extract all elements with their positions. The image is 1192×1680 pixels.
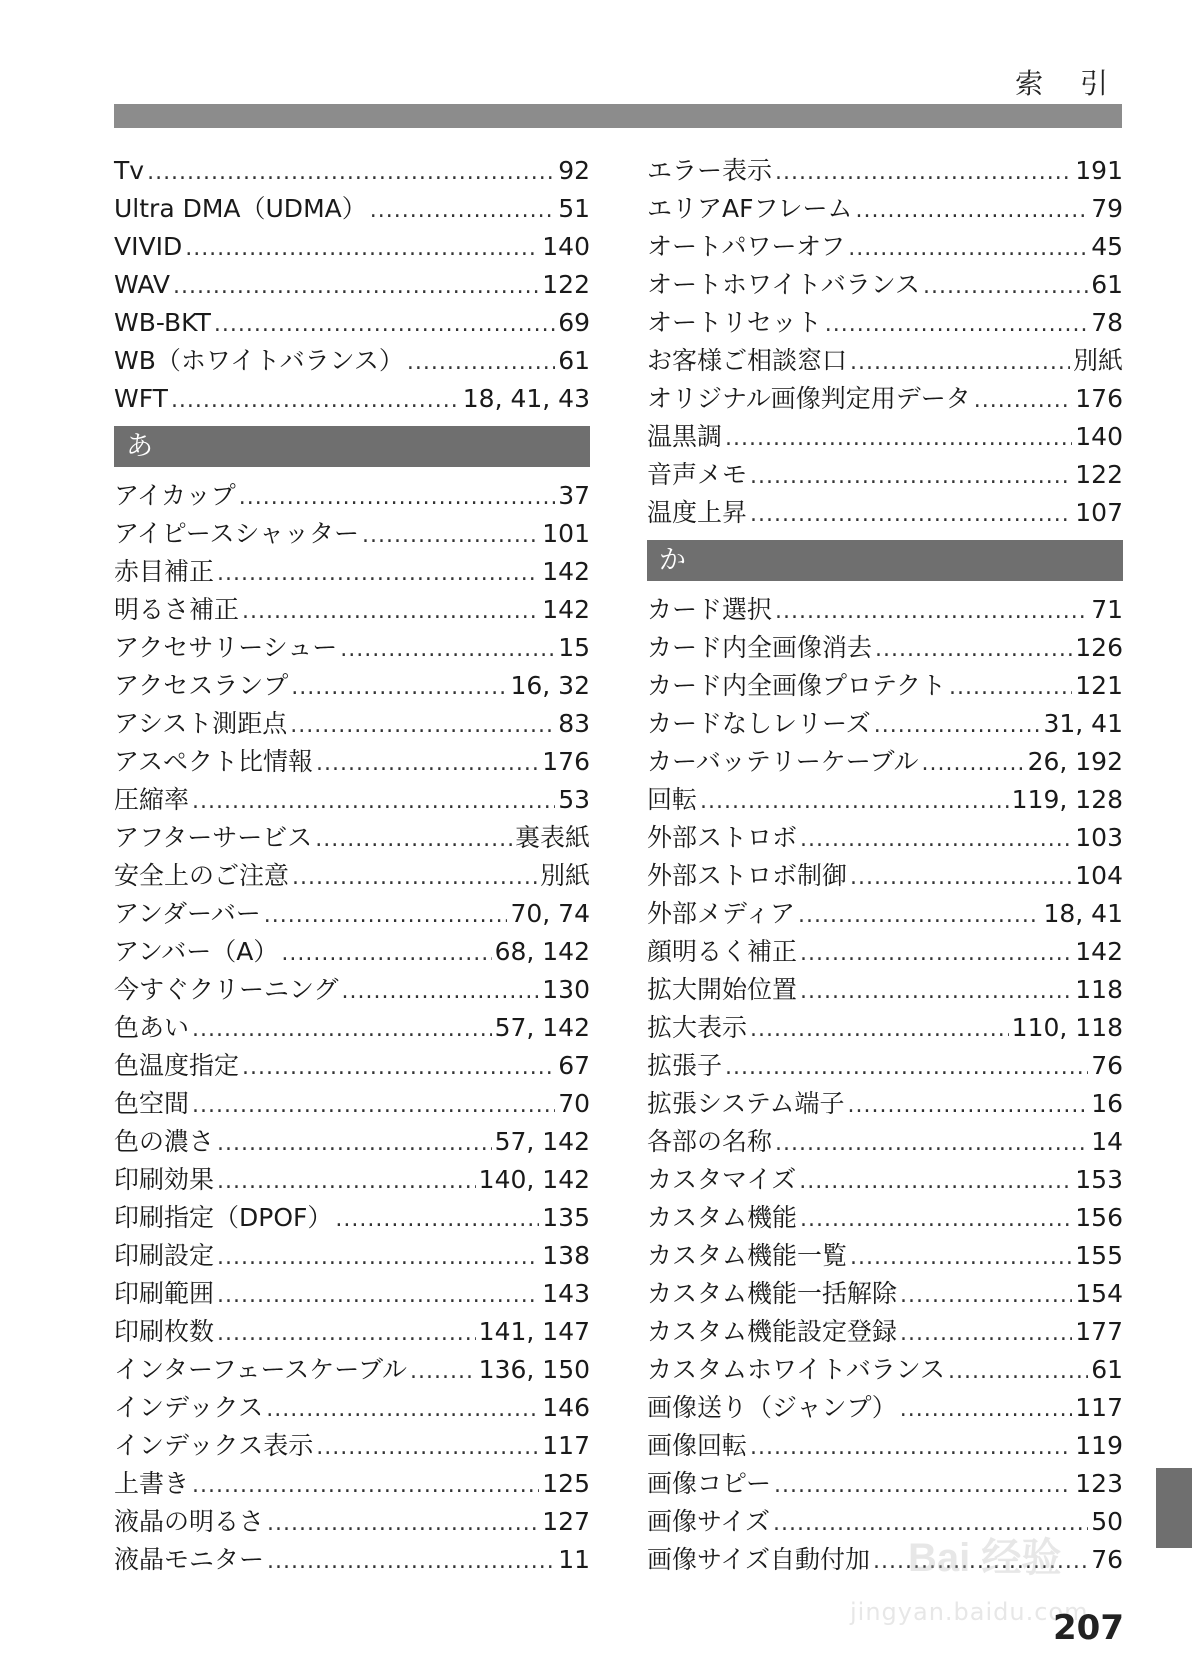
index-page-ref: 76 bbox=[1091, 1051, 1123, 1080]
index-term: 色空間 bbox=[114, 1089, 190, 1118]
index-entry bbox=[114, 1161, 590, 1199]
index-page-ref: 142 bbox=[542, 595, 590, 624]
dot-leader bbox=[147, 154, 555, 192]
index-entry bbox=[114, 1123, 590, 1161]
index-page-ref: 71 bbox=[1091, 595, 1123, 624]
index-page-ref: 177 bbox=[1075, 1317, 1123, 1346]
dot-leader bbox=[242, 1049, 555, 1087]
index-entry bbox=[647, 1009, 1123, 1047]
index-term: 拡大表示 bbox=[647, 1013, 748, 1042]
index-entry bbox=[647, 418, 1123, 456]
dot-leader bbox=[217, 1277, 539, 1315]
index-term: Tv bbox=[114, 156, 145, 185]
index-page-ref: 57, 142 bbox=[494, 1127, 590, 1156]
index-entry bbox=[114, 1237, 590, 1275]
index-term: アクセサリーシュー bbox=[114, 633, 338, 662]
dot-leader bbox=[192, 1011, 492, 1049]
index-page-ref: 140 bbox=[1075, 422, 1123, 451]
index-term: アンダーバー bbox=[114, 899, 261, 928]
index-page-ref: 146 bbox=[542, 1393, 590, 1422]
index-entry bbox=[114, 304, 590, 342]
index-page-ref: 119, 128 bbox=[1011, 785, 1123, 814]
index-page-ref: 123 bbox=[1075, 1469, 1123, 1498]
index-page-ref: 69 bbox=[558, 308, 590, 337]
dot-leader bbox=[775, 1125, 1088, 1163]
index-page-ref: 138 bbox=[542, 1241, 590, 1270]
index-page-ref: 136, 150 bbox=[478, 1355, 590, 1384]
index-page-ref: 135 bbox=[542, 1203, 590, 1232]
dot-leader bbox=[848, 1087, 1089, 1125]
index-page-ref: 125 bbox=[542, 1469, 590, 1498]
dot-leader bbox=[850, 1239, 1072, 1277]
index-page-ref: 130 bbox=[542, 975, 590, 1004]
dot-leader bbox=[281, 935, 491, 973]
index-page-ref: 70, 74 bbox=[510, 899, 590, 928]
dot-leader bbox=[775, 154, 1072, 192]
index-entry bbox=[114, 1009, 590, 1047]
dot-leader bbox=[335, 1201, 539, 1239]
dot-leader bbox=[850, 859, 1072, 897]
index-page-ref: 31, 41 bbox=[1043, 709, 1123, 738]
index-entry bbox=[114, 743, 590, 781]
dot-leader bbox=[725, 420, 1072, 458]
index-page-ref: 51 bbox=[558, 194, 590, 223]
index-term: 外部ストロボ bbox=[647, 823, 798, 852]
dot-leader bbox=[217, 1163, 476, 1201]
index-entry bbox=[647, 1237, 1123, 1275]
index-term: 印刷設定 bbox=[114, 1241, 215, 1270]
dot-leader bbox=[774, 1467, 1072, 1505]
index-term: WAV bbox=[114, 270, 170, 299]
dot-leader bbox=[171, 382, 460, 420]
index-page-ref: 142 bbox=[1075, 937, 1123, 966]
index-term: アイカップ bbox=[114, 481, 236, 510]
index-term: 拡張システム端子 bbox=[647, 1089, 845, 1118]
index-page-ref: 76 bbox=[1091, 1545, 1123, 1574]
index-entry bbox=[114, 515, 590, 553]
index-term: 印刷効果 bbox=[114, 1165, 215, 1194]
index-entry bbox=[114, 667, 590, 705]
dot-leader bbox=[800, 821, 1072, 859]
dot-leader bbox=[800, 973, 1072, 1011]
index-term: カスタム機能設定登録 bbox=[647, 1317, 898, 1346]
index-page-ref: 104 bbox=[1075, 861, 1123, 890]
dot-leader bbox=[750, 1011, 1009, 1049]
index-entry bbox=[114, 190, 590, 228]
index-term: 顔明るく補正 bbox=[647, 937, 798, 966]
index-entry bbox=[647, 1047, 1123, 1085]
index-entry bbox=[647, 1161, 1123, 1199]
index-entry bbox=[647, 494, 1123, 532]
index-page-ref: 143 bbox=[542, 1279, 590, 1308]
index-entry bbox=[647, 190, 1123, 228]
index-page-ref: 11 bbox=[558, 1545, 590, 1574]
dot-leader bbox=[192, 783, 555, 821]
dot-leader bbox=[900, 1315, 1072, 1353]
dot-leader bbox=[315, 821, 512, 859]
dot-leader bbox=[775, 593, 1088, 631]
index-page-ref: 107 bbox=[1075, 498, 1123, 527]
index-page-ref: 118 bbox=[1075, 975, 1123, 1004]
index-page-ref: 16, 32 bbox=[510, 671, 590, 700]
dot-leader bbox=[316, 745, 539, 783]
dot-leader bbox=[855, 192, 1088, 230]
index-term: 外部メディア bbox=[647, 899, 796, 928]
dot-leader bbox=[949, 669, 1072, 707]
index-entry bbox=[647, 456, 1123, 494]
index-entry bbox=[647, 152, 1123, 190]
index-page-ref: 別紙 bbox=[539, 861, 590, 890]
index-entry bbox=[647, 1085, 1123, 1123]
index-list-a-continued bbox=[647, 152, 1123, 532]
dot-leader bbox=[974, 382, 1073, 420]
dot-leader bbox=[800, 1201, 1072, 1239]
index-term: 明るさ補正 bbox=[114, 595, 240, 624]
index-term: アイピースシャッター bbox=[114, 519, 360, 548]
index-term: WB（ホワイトバランス） bbox=[114, 346, 404, 375]
watermark-logo: Bai 经验 bbox=[908, 1536, 1062, 1580]
index-entry bbox=[114, 933, 590, 971]
index-page-ref: 101 bbox=[542, 519, 590, 548]
index-entry bbox=[114, 895, 590, 933]
dot-leader bbox=[799, 1163, 1072, 1201]
dot-leader bbox=[264, 897, 508, 935]
index-page-ref: 45 bbox=[1091, 232, 1123, 261]
dot-leader bbox=[217, 1315, 476, 1353]
dot-leader bbox=[340, 631, 555, 669]
index-entry bbox=[114, 1503, 590, 1541]
index-page-ref: 141, 147 bbox=[478, 1317, 590, 1346]
index-entry bbox=[647, 591, 1123, 629]
index-page-ref: 26, 192 bbox=[1027, 747, 1123, 776]
dot-leader bbox=[900, 1277, 1072, 1315]
section-heading-a: あ bbox=[114, 426, 590, 467]
index-term: アスペクト比情報 bbox=[114, 747, 314, 776]
dot-leader bbox=[239, 479, 555, 517]
index-page-ref: 別紙 bbox=[1072, 346, 1123, 375]
index-term: 画像コピー bbox=[647, 1469, 772, 1498]
dot-leader bbox=[362, 517, 539, 555]
dot-leader bbox=[217, 555, 539, 593]
index-page-ref: 79 bbox=[1091, 194, 1123, 223]
index-page-ref: 83 bbox=[558, 709, 590, 738]
index-entry bbox=[647, 304, 1123, 342]
page-header-title: 索 引 bbox=[1015, 67, 1122, 100]
index-page-ref: 176 bbox=[542, 747, 590, 776]
dot-leader bbox=[214, 306, 555, 344]
section-heading-ka: か bbox=[647, 540, 1123, 581]
index-term: 画像サイズ自動付加 bbox=[647, 1545, 871, 1574]
index-term: お客様ご相談窓口 bbox=[647, 346, 848, 375]
index-term: 拡大開始位置 bbox=[647, 975, 798, 1004]
index-term: WB-BKT bbox=[114, 308, 211, 337]
index-term: 安全上のご注意 bbox=[114, 861, 290, 890]
index-entry bbox=[647, 1351, 1123, 1389]
index-page-ref: 15 bbox=[558, 633, 590, 662]
index-entry bbox=[114, 1541, 590, 1579]
index-term: オリジナル画像判定用データ bbox=[647, 384, 971, 413]
index-term: 上書き bbox=[114, 1469, 190, 1498]
index-term: VIVID bbox=[114, 232, 183, 261]
index-entry bbox=[647, 1123, 1123, 1161]
index-page-ref: 61 bbox=[558, 346, 590, 375]
index-page-ref: 68, 142 bbox=[494, 937, 590, 966]
dot-leader bbox=[700, 783, 1009, 821]
index-page-ref: 67 bbox=[558, 1051, 590, 1080]
dot-leader bbox=[798, 897, 1040, 935]
index-term: カーバッテリーケーブル bbox=[647, 747, 919, 776]
index-entry bbox=[114, 1313, 590, 1351]
index-term: 今すぐクリーニング bbox=[114, 975, 339, 1004]
index-entry bbox=[647, 667, 1123, 705]
index-entry bbox=[647, 857, 1123, 895]
index-term: アシスト測距点 bbox=[114, 709, 288, 738]
index-term: 液晶モニター bbox=[114, 1545, 265, 1574]
index-page-ref: 37 bbox=[558, 481, 590, 510]
dot-leader bbox=[173, 268, 539, 306]
index-term: 印刷範囲 bbox=[114, 1279, 215, 1308]
dot-leader bbox=[316, 1429, 539, 1467]
index-page-ref: 103 bbox=[1075, 823, 1123, 852]
page-number: 207 bbox=[1053, 1608, 1124, 1648]
index-entry bbox=[114, 705, 590, 743]
index-page-ref: 153 bbox=[1075, 1165, 1123, 1194]
dot-leader bbox=[266, 1391, 539, 1429]
index-term: WFT bbox=[114, 384, 168, 413]
index-entry bbox=[114, 228, 590, 266]
index-term: カード選択 bbox=[647, 595, 773, 624]
dot-leader bbox=[267, 1543, 555, 1581]
index-entry bbox=[114, 629, 590, 667]
dot-leader bbox=[192, 1467, 539, 1505]
index-term: カスタマイズ bbox=[647, 1165, 797, 1194]
dot-leader bbox=[800, 935, 1072, 973]
index-term: オートリセット bbox=[647, 308, 822, 337]
index-page-ref: 121 bbox=[1075, 671, 1123, 700]
index-page-ref: 50 bbox=[1091, 1507, 1123, 1536]
index-entry bbox=[114, 1199, 590, 1237]
index-page-ref: 57, 142 bbox=[494, 1013, 590, 1042]
index-page-ref: 61 bbox=[1091, 1355, 1123, 1384]
dot-leader bbox=[290, 707, 555, 745]
index-page-ref: 18, 41 bbox=[1043, 899, 1123, 928]
dot-leader bbox=[900, 1391, 1073, 1429]
dot-leader bbox=[923, 268, 1088, 306]
index-entry bbox=[114, 477, 590, 515]
dot-leader bbox=[192, 1087, 555, 1125]
index-list-latin bbox=[114, 152, 590, 418]
index-entry bbox=[114, 819, 590, 857]
index-term: 印刷枚数 bbox=[114, 1317, 215, 1346]
index-page-ref: 155 bbox=[1075, 1241, 1123, 1270]
dot-leader bbox=[217, 1125, 492, 1163]
index-entry bbox=[647, 1313, 1123, 1351]
index-term: 色の濃さ bbox=[114, 1127, 215, 1156]
dot-leader bbox=[267, 1505, 539, 1543]
index-page-ref: 156 bbox=[1075, 1203, 1123, 1232]
dot-leader bbox=[342, 973, 540, 1011]
index-page-ref: 191 bbox=[1075, 156, 1123, 185]
index-entry bbox=[114, 342, 590, 380]
dot-leader bbox=[242, 593, 539, 631]
index-entry bbox=[647, 933, 1123, 971]
dot-leader bbox=[407, 344, 555, 382]
dot-leader bbox=[370, 192, 555, 230]
index-term: オートホワイトバランス bbox=[647, 270, 921, 299]
index-term: 色あい bbox=[114, 1013, 190, 1042]
index-term: カード内全画像プロテクト bbox=[647, 671, 947, 700]
index-entry bbox=[647, 819, 1123, 857]
index-page-ref: 119 bbox=[1075, 1431, 1123, 1460]
dot-leader bbox=[750, 458, 1072, 496]
index-entry bbox=[647, 971, 1123, 1009]
index-term: エラー表示 bbox=[647, 156, 773, 185]
index-entry bbox=[114, 1275, 590, 1313]
index-term: 画像サイズ bbox=[647, 1507, 771, 1536]
index-term: 拡張子 bbox=[647, 1051, 723, 1080]
index-page-ref: 110, 118 bbox=[1011, 1013, 1123, 1042]
index-term: 回転 bbox=[647, 785, 698, 814]
index-entry bbox=[114, 1085, 590, 1123]
index-page-ref: 122 bbox=[1075, 460, 1123, 489]
index-page-ref: 117 bbox=[542, 1431, 590, 1460]
dot-leader bbox=[750, 496, 1072, 534]
dot-leader bbox=[291, 669, 507, 707]
index-entry bbox=[647, 1275, 1123, 1313]
index-page-ref: 78 bbox=[1091, 308, 1123, 337]
dot-leader bbox=[874, 707, 1041, 745]
index-term: 液晶の明るさ bbox=[114, 1507, 265, 1536]
index-term: エリアAFフレーム bbox=[647, 194, 853, 223]
index-page-ref: 140, 142 bbox=[478, 1165, 590, 1194]
index-page-ref: 176 bbox=[1075, 384, 1123, 413]
index-term: アフターサービス bbox=[114, 823, 313, 852]
index-page-ref: 18, 41, 43 bbox=[462, 384, 590, 413]
watermark-url: jingyan.baidu.com bbox=[850, 1598, 1089, 1626]
index-term: インターフェースケーブル bbox=[114, 1355, 408, 1384]
dot-leader bbox=[875, 631, 1072, 669]
index-entry bbox=[647, 781, 1123, 819]
index-page-ref: 53 bbox=[558, 785, 590, 814]
index-entry bbox=[114, 1465, 590, 1503]
index-term: カスタム機能一覧 bbox=[647, 1241, 848, 1270]
index-page-ref: 140 bbox=[542, 232, 590, 261]
index-term: 画像送り（ジャンプ） bbox=[647, 1393, 897, 1422]
index-entry bbox=[114, 781, 590, 819]
index-entry bbox=[647, 743, 1123, 781]
index-entry bbox=[647, 1199, 1123, 1237]
index-page-ref: 61 bbox=[1091, 270, 1123, 299]
index-entry bbox=[114, 380, 590, 418]
dot-leader bbox=[725, 1049, 1088, 1087]
index-entry bbox=[647, 1465, 1123, 1503]
index-entry bbox=[114, 1389, 590, 1427]
index-entry bbox=[114, 553, 590, 591]
index-entry bbox=[114, 1351, 590, 1389]
dot-leader bbox=[825, 306, 1088, 344]
index-entry bbox=[114, 152, 590, 190]
index-page-ref: 92 bbox=[558, 156, 590, 185]
index-entry bbox=[647, 228, 1123, 266]
index-term: 赤目補正 bbox=[114, 557, 215, 586]
index-entry bbox=[114, 971, 590, 1009]
index-entry bbox=[647, 629, 1123, 667]
index-page-ref: 裏表紙 bbox=[514, 823, 590, 852]
dot-leader bbox=[217, 1239, 539, 1277]
index-term: Ultra DMA（UDMA） bbox=[114, 194, 367, 223]
index-term: カードなしレリーズ bbox=[647, 709, 871, 738]
dot-leader bbox=[292, 859, 537, 897]
index-term: カスタム機能一括解除 bbox=[647, 1279, 898, 1308]
index-entry bbox=[114, 266, 590, 304]
index-entry bbox=[647, 380, 1123, 418]
index-entry bbox=[114, 1047, 590, 1085]
index-term: インデックス bbox=[114, 1393, 264, 1422]
index-entry bbox=[114, 857, 590, 895]
index-term: カスタム機能 bbox=[647, 1203, 798, 1232]
index-column-right bbox=[647, 152, 1123, 1579]
index-list-ka bbox=[647, 591, 1123, 1579]
index-page-ref: 122 bbox=[542, 270, 590, 299]
dot-leader bbox=[850, 344, 1070, 382]
dot-leader bbox=[948, 1353, 1088, 1391]
index-term: 各部の名称 bbox=[647, 1127, 773, 1156]
index-page-ref: 127 bbox=[542, 1507, 590, 1536]
index-term: 色温度指定 bbox=[114, 1051, 240, 1080]
dot-leader bbox=[922, 745, 1025, 783]
dot-leader bbox=[848, 230, 1088, 268]
index-term: 画像回転 bbox=[647, 1431, 748, 1460]
index-page-ref: 14 bbox=[1091, 1127, 1123, 1156]
index-term: カスタムホワイトバランス bbox=[647, 1355, 946, 1384]
index-term: カード内全画像消去 bbox=[647, 633, 873, 662]
index-page-ref: 142 bbox=[542, 557, 590, 586]
index-page-ref: 16 bbox=[1091, 1089, 1123, 1118]
index-column-left bbox=[114, 152, 590, 1579]
index-entry bbox=[647, 705, 1123, 743]
index-entry bbox=[647, 342, 1123, 380]
index-entry bbox=[114, 1427, 590, 1465]
index-entry bbox=[114, 591, 590, 629]
index-term: アンバー（A） bbox=[114, 937, 279, 966]
index-term: 温度上昇 bbox=[647, 498, 748, 527]
index-term: 外部ストロボ制御 bbox=[647, 861, 848, 890]
index-list-a bbox=[114, 477, 590, 1579]
index-page-ref: 126 bbox=[1075, 633, 1123, 662]
index-page-ref: 154 bbox=[1075, 1279, 1123, 1308]
header-bar bbox=[114, 104, 1122, 128]
index-entry bbox=[647, 1389, 1123, 1427]
dot-leader bbox=[750, 1429, 1072, 1467]
chapter-tab bbox=[1156, 1468, 1192, 1548]
index-page-ref: 117 bbox=[1075, 1393, 1123, 1422]
dot-leader bbox=[410, 1353, 476, 1391]
index-term: 圧縮率 bbox=[114, 785, 190, 814]
index-term: インデックス表示 bbox=[114, 1431, 314, 1460]
index-entry bbox=[647, 1427, 1123, 1465]
index-term: アクセスランプ bbox=[114, 671, 289, 700]
index-term: 音声メモ bbox=[647, 460, 748, 489]
index-entry bbox=[647, 266, 1123, 304]
index-page-ref: 70 bbox=[558, 1089, 590, 1118]
index-entry bbox=[647, 895, 1123, 933]
dot-leader bbox=[185, 230, 539, 268]
index-term: オートパワーオフ bbox=[647, 232, 846, 261]
index-term: 温黒調 bbox=[647, 422, 723, 451]
index-term: 印刷指定（DPOF） bbox=[114, 1203, 333, 1232]
